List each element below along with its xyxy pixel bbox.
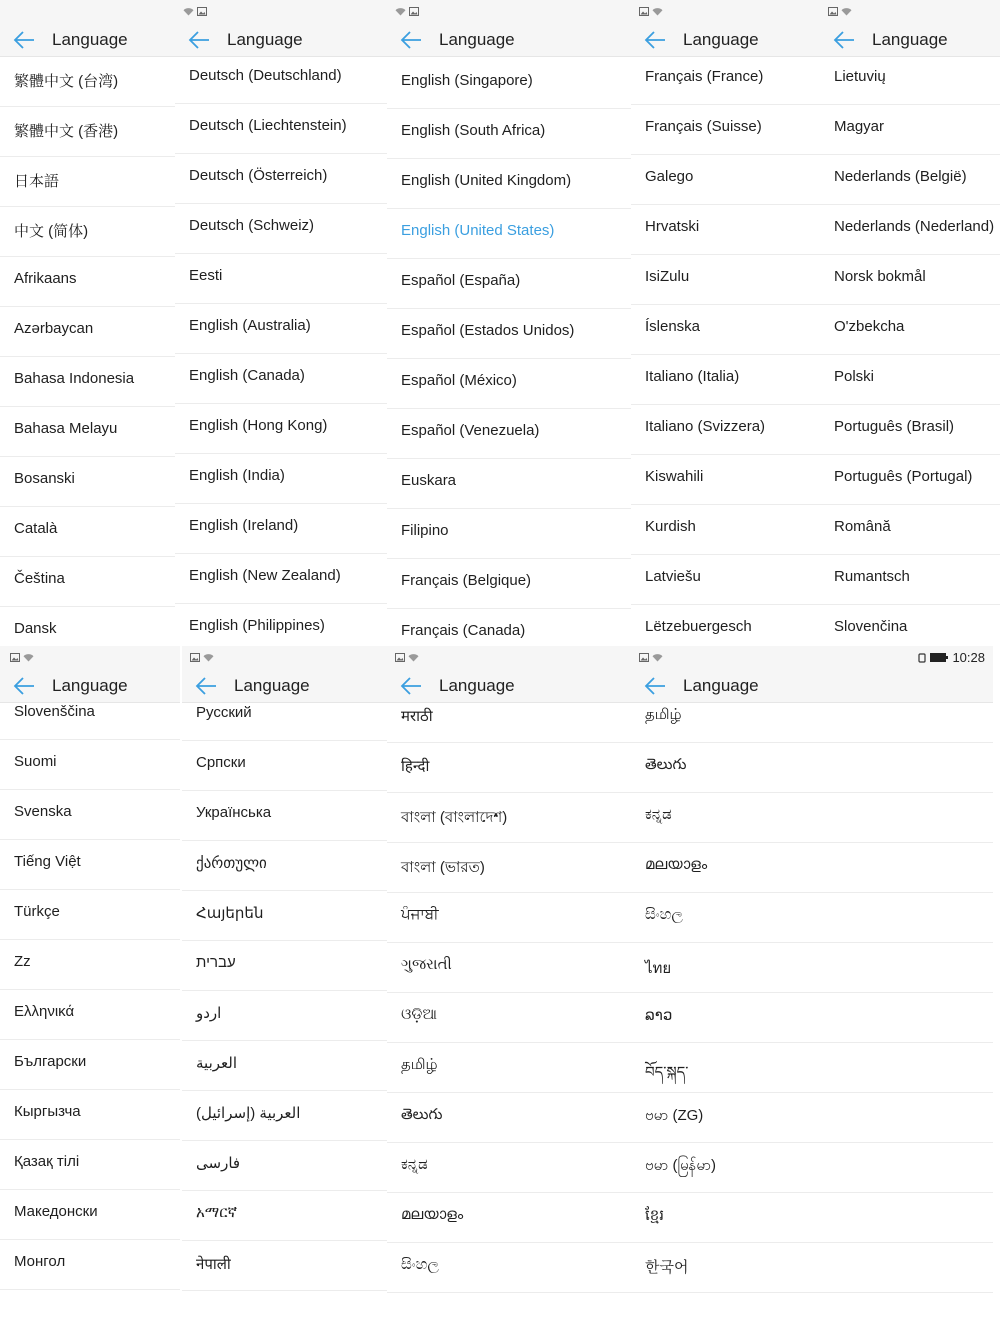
language-option-label: Кыргызча bbox=[14, 1103, 81, 1120]
language-option[interactable] bbox=[631, 455, 820, 505]
language-option[interactable] bbox=[631, 1243, 993, 1293]
language-option[interactable] bbox=[182, 1191, 387, 1241]
language-screen-3 bbox=[387, 0, 631, 646]
language-option[interactable] bbox=[175, 604, 387, 646]
language-option-label: ဗမာ (ZG) bbox=[645, 1107, 704, 1124]
language-option[interactable] bbox=[631, 405, 820, 455]
language-option[interactable] bbox=[175, 254, 387, 304]
page-title: Language bbox=[52, 676, 128, 695]
language-option-label: አማርኛ bbox=[196, 1204, 238, 1221]
language-option[interactable] bbox=[387, 609, 631, 646]
language-option[interactable] bbox=[387, 1193, 631, 1243]
language-option-label: ไทย bbox=[645, 960, 672, 977]
language-option-label: Magyar bbox=[834, 118, 885, 135]
image-icon bbox=[190, 653, 200, 662]
language-option[interactable] bbox=[175, 104, 387, 154]
language-option[interactable] bbox=[387, 209, 631, 259]
language-option[interactable] bbox=[820, 405, 1000, 455]
language-option[interactable] bbox=[0, 1040, 180, 1090]
status-bar bbox=[182, 646, 387, 670]
language-option-label: Italiano (Svizzera) bbox=[645, 418, 766, 435]
wifi-icon bbox=[408, 653, 419, 662]
language-option[interactable] bbox=[820, 605, 1000, 646]
language-screen-1 bbox=[0, 0, 175, 646]
app-bar bbox=[387, 24, 631, 57]
wifi-icon bbox=[652, 7, 663, 16]
language-option[interactable] bbox=[182, 741, 387, 791]
language-option[interactable] bbox=[0, 207, 175, 257]
wifi-icon bbox=[652, 653, 663, 662]
language-option-label: Galego bbox=[645, 168, 694, 185]
language-screen-8 bbox=[387, 646, 631, 1341]
language-option-label: Filipino bbox=[401, 522, 449, 539]
image-icon bbox=[197, 7, 207, 16]
language-option[interactable] bbox=[820, 105, 1000, 155]
language-option[interactable] bbox=[631, 505, 820, 555]
language-option-label: Français (Suisse) bbox=[645, 118, 762, 135]
language-screen-6 bbox=[0, 646, 180, 1341]
language-option-label: Polski bbox=[834, 368, 875, 385]
app-bar bbox=[631, 24, 820, 57]
language-option[interactable] bbox=[175, 504, 387, 554]
language-option[interactable] bbox=[182, 891, 387, 941]
language-option[interactable] bbox=[0, 257, 175, 307]
language-option-label: English (India) bbox=[189, 467, 285, 484]
language-option[interactable] bbox=[820, 355, 1000, 405]
language-screen-5 bbox=[820, 0, 1000, 646]
language-option[interactable] bbox=[387, 793, 631, 843]
language-option-label: العربية (إسرائيل) bbox=[196, 1105, 301, 1122]
language-option[interactable] bbox=[387, 109, 631, 159]
language-option-label: ខ្មែរ bbox=[645, 1207, 665, 1224]
language-option[interactable] bbox=[631, 155, 820, 205]
language-option[interactable] bbox=[387, 459, 631, 509]
language-screen-7 bbox=[182, 646, 387, 1341]
language-option-label: English (New Zealand) bbox=[189, 567, 341, 584]
language-option[interactable] bbox=[820, 505, 1000, 555]
language-option[interactable] bbox=[0, 507, 175, 557]
language-option-label: Kiswahili bbox=[645, 468, 704, 485]
language-option-label: Français (Belgique) bbox=[401, 572, 532, 589]
language-option[interactable] bbox=[387, 259, 631, 309]
language-option[interactable] bbox=[175, 454, 387, 504]
language-option-label: Nederlands (Nederland) bbox=[834, 218, 995, 235]
language-option-label: اردو bbox=[196, 1005, 222, 1022]
language-option-label: Dansk bbox=[14, 620, 57, 637]
page-title: Language bbox=[872, 30, 948, 49]
language-option[interactable] bbox=[631, 255, 820, 305]
language-option-label: O'zbekcha bbox=[834, 318, 905, 335]
image-icon bbox=[639, 653, 649, 662]
page-title: Language bbox=[439, 676, 515, 695]
language-option[interactable] bbox=[820, 455, 1000, 505]
status-bar bbox=[0, 646, 180, 670]
language-option-label: Português (Brasil) bbox=[834, 418, 955, 435]
language-option-label: English (Singapore) bbox=[401, 72, 533, 89]
language-option[interactable] bbox=[387, 359, 631, 409]
language-option[interactable] bbox=[0, 890, 180, 940]
language-option[interactable] bbox=[0, 357, 175, 407]
vibrate-icon bbox=[918, 653, 926, 663]
language-option[interactable] bbox=[820, 205, 1000, 255]
language-option[interactable] bbox=[387, 1093, 631, 1143]
language-option[interactable] bbox=[0, 607, 175, 646]
language-option[interactable] bbox=[387, 59, 631, 109]
language-option[interactable] bbox=[182, 991, 387, 1041]
language-option-label: Català bbox=[14, 520, 58, 537]
language-option-label: தமிழ் bbox=[401, 1056, 438, 1073]
language-option-label: ଓଡ଼ିଆ bbox=[401, 1006, 437, 1023]
language-option-label: Español (Estados Unidos) bbox=[401, 322, 575, 339]
language-option-label: Nederlands (België) bbox=[834, 168, 967, 185]
language-option[interactable] bbox=[182, 1141, 387, 1191]
page-title: Language bbox=[52, 30, 128, 49]
app-bar bbox=[175, 24, 387, 57]
language-option[interactable] bbox=[387, 1043, 631, 1093]
language-option[interactable] bbox=[0, 557, 175, 607]
language-option-label: Lietuvių bbox=[834, 68, 886, 85]
language-option[interactable] bbox=[631, 355, 820, 405]
language-option[interactable] bbox=[631, 105, 820, 155]
language-option[interactable] bbox=[0, 1190, 180, 1240]
language-option-label: తెలుగు bbox=[645, 756, 687, 773]
language-option-label: Slovenčina bbox=[834, 618, 908, 635]
language-option-label: தமிழ் bbox=[645, 706, 682, 723]
language-option-label: Deutsch (Liechtenstein) bbox=[189, 117, 347, 134]
language-option[interactable] bbox=[0, 840, 180, 890]
language-option-label: Euskara bbox=[401, 472, 457, 489]
language-option[interactable] bbox=[631, 893, 993, 943]
language-option-label: 日本語 bbox=[14, 173, 60, 190]
language-option-label: Українська bbox=[196, 804, 272, 821]
wifi-icon bbox=[841, 7, 852, 16]
language-option-label: Հայերեն bbox=[196, 905, 264, 922]
language-option-label: ಕನ್ನಡ bbox=[401, 1156, 428, 1173]
language-option-label: Svenska bbox=[14, 803, 72, 820]
language-option-label: Deutsch (Schweiz) bbox=[189, 217, 315, 234]
language-option-label: Norsk bokmål bbox=[834, 268, 926, 285]
language-option-label: తెలుగు bbox=[401, 1106, 443, 1123]
wifi-icon bbox=[395, 7, 406, 16]
language-option[interactable] bbox=[820, 305, 1000, 355]
app-bar bbox=[0, 24, 175, 57]
image-icon bbox=[10, 653, 20, 662]
status-time: 10:28 bbox=[952, 650, 985, 665]
language-option-label: Ελληνικά bbox=[14, 1003, 75, 1020]
language-option[interactable] bbox=[0, 107, 175, 157]
language-option-label: Español (Venezuela) bbox=[401, 422, 540, 439]
language-option-label: العربية bbox=[196, 1055, 237, 1072]
language-option[interactable] bbox=[387, 1143, 631, 1193]
language-option[interactable] bbox=[175, 54, 387, 104]
language-option[interactable] bbox=[631, 55, 820, 105]
language-option-label: বাংলা (বাংলাদেশ) bbox=[401, 809, 508, 826]
arrow-left-icon[interactable] bbox=[399, 29, 423, 51]
language-option[interactable] bbox=[631, 743, 993, 793]
language-option[interactable] bbox=[631, 205, 820, 255]
language-option-label: Español (México) bbox=[401, 372, 517, 389]
language-option[interactable] bbox=[631, 555, 820, 605]
language-option[interactable] bbox=[820, 255, 1000, 305]
status-bar bbox=[631, 0, 820, 24]
language-option[interactable] bbox=[0, 1140, 180, 1190]
language-option[interactable] bbox=[631, 843, 993, 893]
language-option-label: Tiếng Việt bbox=[14, 853, 81, 870]
language-option-label: Français (France) bbox=[645, 68, 764, 85]
language-option[interactable] bbox=[820, 155, 1000, 205]
status-bar bbox=[820, 0, 1000, 24]
language-option-label: English (Ireland) bbox=[189, 517, 299, 534]
language-option[interactable] bbox=[631, 1043, 993, 1093]
language-option[interactable] bbox=[0, 940, 180, 990]
language-option-label: Deutsch (Deutschland) bbox=[189, 67, 342, 84]
language-option[interactable] bbox=[820, 555, 1000, 605]
language-option-label: ਪੰਜਾਬੀ bbox=[401, 906, 439, 923]
language-option-label: Lëtzebuergesch bbox=[645, 618, 752, 635]
language-option[interactable] bbox=[175, 154, 387, 204]
language-option[interactable] bbox=[0, 157, 175, 207]
language-option-label: Eesti bbox=[189, 267, 223, 284]
image-icon bbox=[395, 653, 405, 662]
language-option[interactable] bbox=[175, 404, 387, 454]
language-option[interactable] bbox=[631, 993, 993, 1043]
language-option[interactable] bbox=[631, 1143, 993, 1193]
language-option-label: සිංහල bbox=[645, 906, 683, 923]
language-option[interactable] bbox=[182, 1041, 387, 1091]
language-option-label: বাংলা (ভারত) bbox=[401, 859, 485, 876]
language-option-label: Bahasa Indonesia bbox=[14, 370, 135, 387]
language-option[interactable] bbox=[631, 605, 820, 646]
language-option[interactable] bbox=[387, 743, 631, 793]
language-option-label: हिन्दी bbox=[401, 758, 430, 775]
wifi-icon bbox=[23, 653, 34, 662]
language-option[interactable] bbox=[182, 941, 387, 991]
arrow-left-icon[interactable] bbox=[187, 29, 211, 51]
language-option-label: Čeština bbox=[14, 570, 65, 587]
page-title: Language bbox=[683, 30, 759, 49]
language-option-label: 한국어 bbox=[645, 1259, 689, 1276]
language-option-label: English (Canada) bbox=[189, 367, 305, 384]
language-option-label: Hrvatski bbox=[645, 218, 700, 235]
language-option[interactable] bbox=[387, 509, 631, 559]
language-option[interactable] bbox=[387, 159, 631, 209]
language-option-label: Afrikaans bbox=[14, 270, 77, 287]
language-option-label: Español (España) bbox=[401, 272, 521, 289]
status-bar bbox=[387, 646, 631, 670]
language-option-label: Bahasa Melayu bbox=[14, 420, 118, 437]
language-option[interactable] bbox=[0, 740, 180, 790]
language-option-label: English (Hong Kong) bbox=[189, 417, 328, 434]
language-option[interactable] bbox=[387, 943, 631, 993]
language-option-label: 繁體中文 (台湾) bbox=[14, 73, 119, 90]
language-option-label: Íslenska bbox=[645, 318, 701, 335]
language-option-label: Српски bbox=[196, 754, 246, 771]
language-option[interactable] bbox=[182, 841, 387, 891]
language-option-label: Kurdish bbox=[645, 518, 696, 535]
language-option-label: नेपाली bbox=[196, 1256, 231, 1273]
image-icon bbox=[409, 7, 419, 16]
language-option-label: Македонски bbox=[14, 1203, 98, 1220]
language-option-label: English (Philippines) bbox=[189, 617, 325, 634]
language-option[interactable] bbox=[387, 843, 631, 893]
language-option[interactable] bbox=[182, 1241, 387, 1291]
language-option[interactable] bbox=[0, 990, 180, 1040]
language-option[interactable] bbox=[0, 407, 175, 457]
language-option[interactable] bbox=[387, 409, 631, 459]
language-option[interactable] bbox=[175, 304, 387, 354]
language-option[interactable] bbox=[387, 1243, 631, 1293]
image-icon bbox=[639, 7, 649, 16]
language-option-label: English (United Kingdom) bbox=[401, 172, 572, 189]
language-option-label: བོད་སྐད་ bbox=[645, 1064, 689, 1081]
language-option-label: Қазақ тілі bbox=[14, 1153, 80, 1170]
language-option-label: IsiZulu bbox=[645, 268, 690, 285]
wifi-icon bbox=[183, 7, 194, 16]
language-option[interactable] bbox=[387, 309, 631, 359]
language-option-label: Rumantsch bbox=[834, 568, 910, 585]
language-option[interactable] bbox=[182, 1091, 387, 1141]
page-title: Language bbox=[439, 30, 515, 49]
language-option-label: ಕನ್ನಡ bbox=[645, 806, 672, 823]
language-option-label: Bosanski bbox=[14, 470, 75, 487]
language-option-label: Suomi bbox=[14, 753, 57, 770]
language-option-label: Português (Portugal) bbox=[834, 468, 973, 485]
language-option[interactable] bbox=[0, 307, 175, 357]
language-option-label: ქართული bbox=[196, 855, 267, 872]
language-option[interactable] bbox=[631, 793, 993, 843]
language-option-label: മലയാളം bbox=[401, 1206, 464, 1223]
app-bar bbox=[820, 24, 1000, 57]
language-option[interactable] bbox=[175, 354, 387, 404]
language-option-label: Zz bbox=[14, 953, 31, 970]
language-option-label: English (Australia) bbox=[189, 317, 311, 334]
language-option-label: සිංහල bbox=[401, 1256, 439, 1273]
language-option-label: Română bbox=[834, 518, 891, 535]
language-option[interactable] bbox=[387, 693, 631, 743]
language-screen-4 bbox=[631, 0, 820, 646]
language-option[interactable] bbox=[0, 790, 180, 840]
language-screen-2 bbox=[175, 0, 387, 646]
language-option[interactable] bbox=[175, 554, 387, 604]
language-option-label: 繁體中文 (香港) bbox=[14, 123, 119, 140]
language-option-label: Монгол bbox=[14, 1253, 66, 1270]
image-icon bbox=[828, 7, 838, 16]
status-bar bbox=[175, 0, 387, 24]
page-title: Language bbox=[234, 676, 310, 695]
status-bar bbox=[387, 0, 631, 24]
page-title: Language bbox=[227, 30, 303, 49]
language-option-label: English (United States) bbox=[401, 222, 555, 239]
language-option-label: Italiano (Italia) bbox=[645, 368, 740, 385]
language-option[interactable] bbox=[0, 690, 180, 740]
language-option-label: فارسی bbox=[196, 1155, 241, 1172]
language-option[interactable] bbox=[631, 1093, 993, 1143]
arrow-left-icon[interactable] bbox=[832, 29, 856, 51]
language-option-label: Русский bbox=[196, 704, 252, 721]
language-option[interactable] bbox=[0, 57, 175, 107]
language-option[interactable] bbox=[387, 559, 631, 609]
language-option[interactable] bbox=[387, 893, 631, 943]
page-title: Language bbox=[683, 676, 759, 695]
language-option-label: עברית bbox=[196, 954, 236, 971]
language-option[interactable] bbox=[175, 204, 387, 254]
language-option[interactable] bbox=[182, 691, 387, 741]
language-option[interactable] bbox=[0, 1090, 180, 1140]
language-option-label: ગુજરાતી bbox=[401, 956, 452, 973]
language-option[interactable] bbox=[631, 943, 993, 993]
language-option-label: मराठी bbox=[401, 708, 433, 725]
language-option[interactable] bbox=[820, 55, 1000, 105]
wifi-icon bbox=[203, 653, 214, 662]
language-option-label: Deutsch (Österreich) bbox=[189, 167, 328, 184]
language-option-label: Slovenščina bbox=[14, 703, 95, 720]
language-option-label: 中文 (简体) bbox=[14, 223, 89, 240]
language-option[interactable] bbox=[631, 1193, 993, 1243]
language-option[interactable] bbox=[182, 791, 387, 841]
language-option-label: Türkçe bbox=[14, 903, 60, 920]
language-option-label: മലയാളം bbox=[645, 856, 708, 873]
language-option[interactable] bbox=[387, 993, 631, 1043]
language-option[interactable] bbox=[0, 1240, 180, 1290]
language-option-label: ລາວ bbox=[645, 1007, 673, 1024]
language-option-label: Latviešu bbox=[645, 568, 701, 585]
language-option[interactable] bbox=[0, 457, 175, 507]
status-bar bbox=[631, 646, 993, 670]
language-option[interactable] bbox=[631, 305, 820, 355]
language-option-label: ဗမာ (မြန်မာ) bbox=[645, 1157, 717, 1174]
language-option-label: Azərbaycan bbox=[14, 320, 94, 337]
status-bar bbox=[0, 0, 175, 24]
language-screen-9 bbox=[631, 646, 993, 1341]
arrow-left-icon[interactable] bbox=[12, 29, 36, 51]
language-option-label: Български bbox=[14, 1053, 87, 1070]
language-option[interactable] bbox=[631, 693, 993, 743]
battery-icon bbox=[930, 653, 948, 662]
language-option-label: Français (Canada) bbox=[401, 622, 526, 639]
language-option-label: English (South Africa) bbox=[401, 122, 546, 139]
arrow-left-icon[interactable] bbox=[643, 29, 667, 51]
